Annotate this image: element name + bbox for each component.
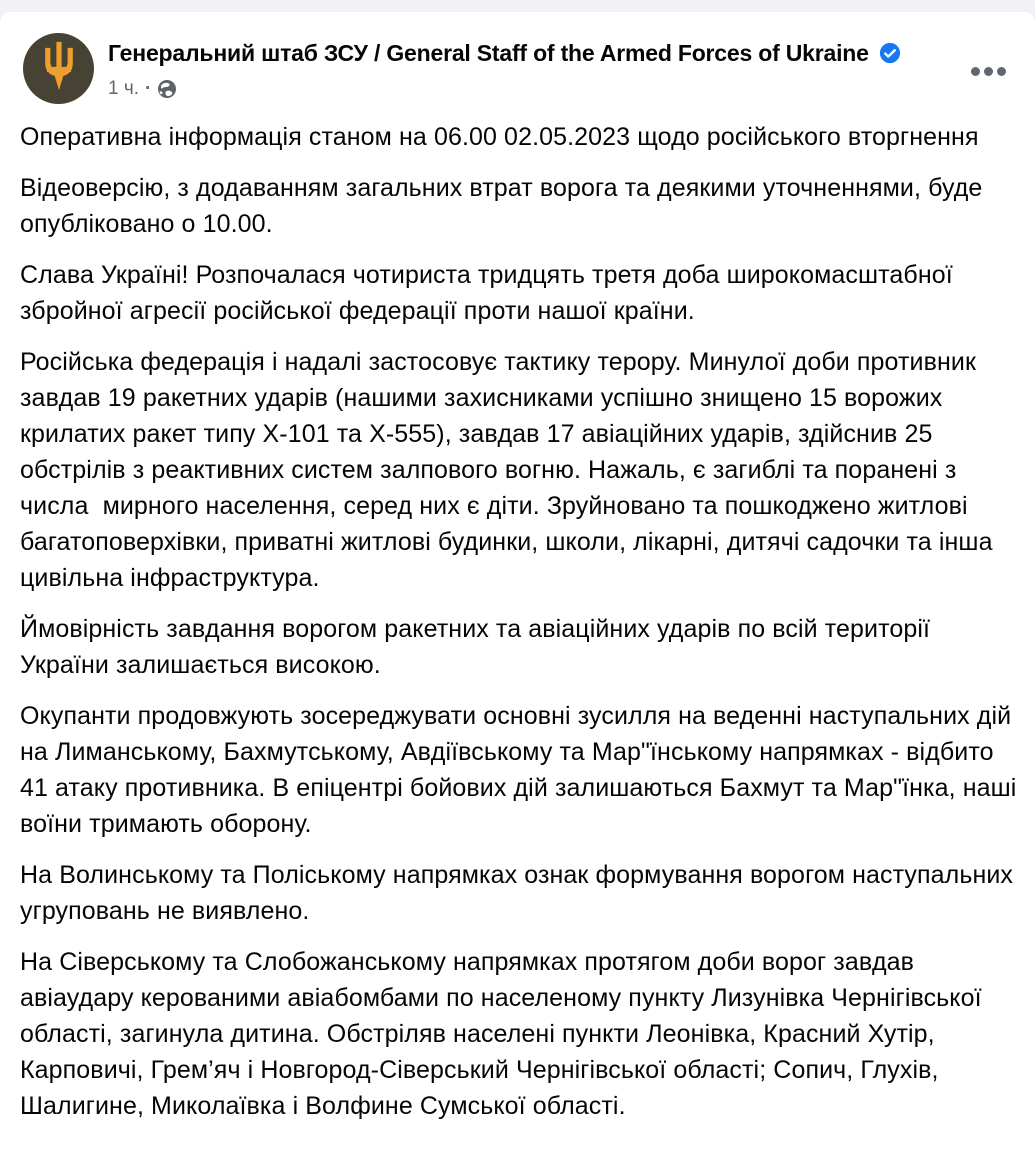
verified-badge-icon	[873, 43, 901, 69]
facebook-post-card	[0, 12, 1035, 1153]
post-meta	[108, 78, 901, 100]
ellipsis-icon	[971, 67, 980, 76]
public-globe-icon	[157, 79, 177, 99]
post-paragraph: Відеоверсію, з додаванням загальних втрат ворога та деякими уточненнями, буде опубліковано о 10.00.	[20, 174, 990, 238]
page-avatar[interactable]	[23, 33, 94, 104]
post-paragraph: На Сіверському та Слобожанському напрямках протягом доби ворог завдав авіаудару керованими авіабомбами по населеному пункту Лизунівка Чернігівської області, загинула дитина. Обстріляв населені пункти Леонівка, Красний Хутір, Карповичі, Грем’яч і Новгород-Сіверський Чернігівської області; Сопич, Глухів, Шалигине, Миколаївка і Волфине Сумської області.	[20, 948, 989, 1120]
post-paragraph: Окупанти продовжують зосереджувати основні зусилля на веденні наступальних дій на Лиманському, Бахмутському, Авдіївському та Мар"їнському напрямках - відбито 41 атаку противника. В епіцентрі бойових дій залишаються Бахмут та Мар"їнка, наші воїни тримають оборону.	[20, 702, 1024, 838]
page-name: Генеральний штаб ЗСУ / General Staff of the Armed Forces of Ukraine	[108, 40, 869, 66]
post-paragraph: Оперативна інформація станом на 06.00 02.05.2023 щодо російського вторгнення	[20, 123, 979, 151]
page-name-link[interactable]	[108, 35, 901, 74]
post-paragraph: На Волинському та Поліському напрямках ознак формування ворогом наступальних угруповань не виявлено.	[20, 861, 1021, 925]
post-text	[0, 104, 1035, 1124]
meta-separator: ·	[145, 78, 152, 99]
more-options-button[interactable]	[965, 53, 1011, 89]
timestamp-link[interactable]: 1 ч.	[108, 78, 140, 99]
ukrainian-trident-icon	[38, 41, 80, 96]
post-paragraph: Ймовірність завдання ворогом ракетних та авіаційних ударів по всій території України залишається високою.	[20, 615, 938, 679]
page-background-strip	[0, 0, 1035, 12]
post-paragraph: Слава Україні! Розпочалася чотириста тридцять третя доба широкомасштабної збройної агресії російської федерації проти нашої країни.	[20, 261, 960, 325]
post-header	[0, 33, 1035, 104]
header-info	[108, 33, 901, 100]
post-paragraph: Російська федерація і надалі застосовує тактику терору. Минулої доби противник завдав 19 ракетних ударів (нашими захисниками успішно знищено 15 ворожих крилатих ракет типу Х-101 та Х-555), завдав 17 авіаційних ударів, здійснив 25 обстрілів з реактивних систем залпового вогню. Нажаль, є загиблі та поранені з числа мирного населення, серед них є діти. Зруйновано та пошкоджено житлові багатоповерхівки, приватні житлові будинки, школи, лікарні, дитячі садочки та інша цивільна інфраструктура.	[20, 348, 1000, 592]
